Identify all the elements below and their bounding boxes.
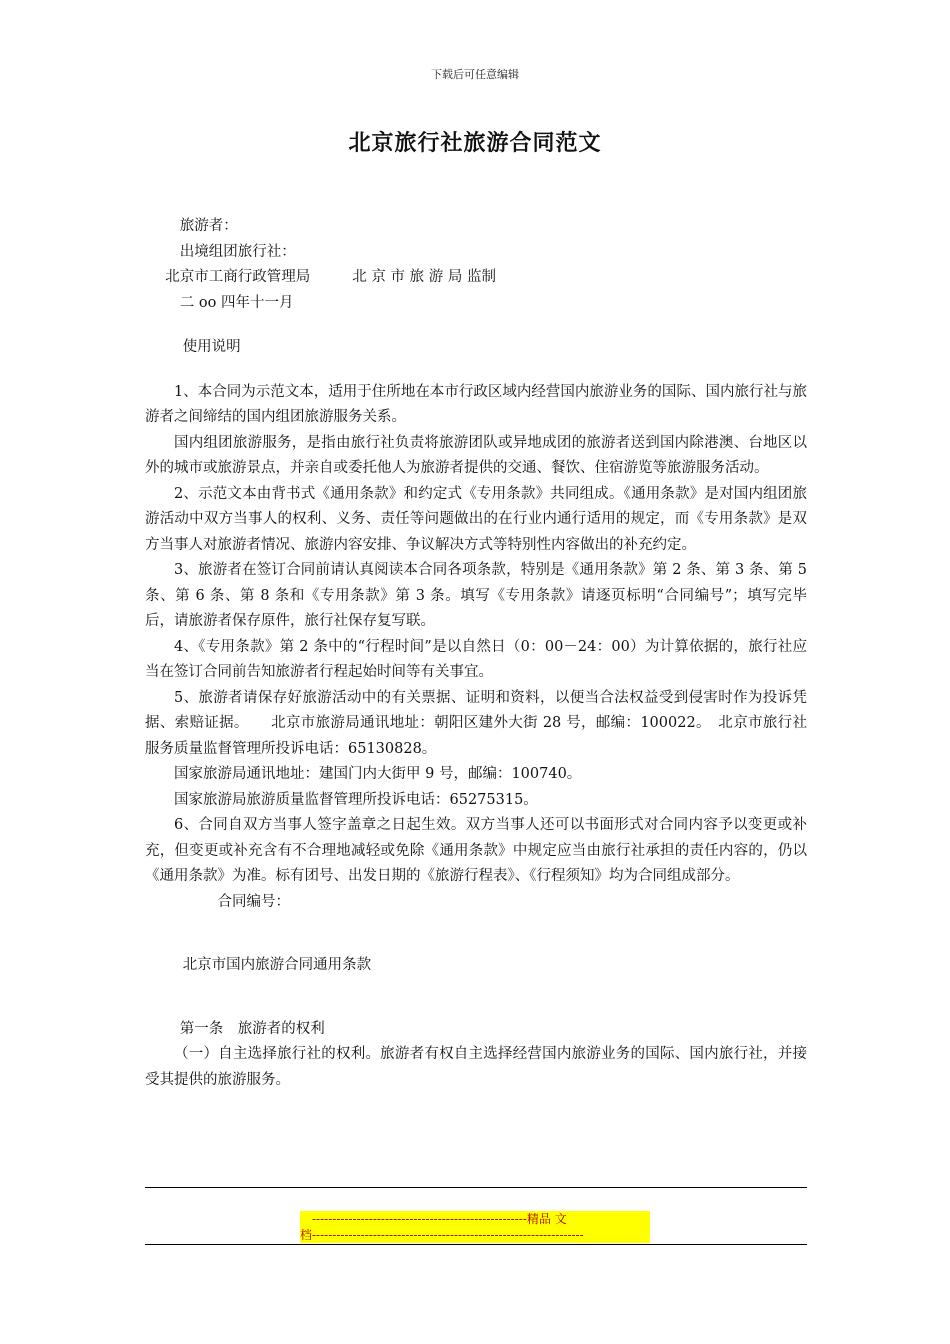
cover-authorities <box>145 265 807 291</box>
cover-date: 二 oo 四年十一月 <box>179 294 294 311</box>
footer-rule-bottom <box>145 1244 807 1245</box>
paragraph-6: 5、旅游者请保存好旅游活动中的有关票据、证明和资料，以便当合法权益受到侵害时作为投诉凭据、索赔证据。 北京市旅游局通讯地址：朝阳区建外大街 28 号，邮编：100022。 北京市旅行社服务质量监督管理所投诉电话：65130828。 <box>145 689 807 757</box>
footer-watermark <box>300 1211 650 1243</box>
paragraph-9: 6、合同自双方当事人签字盖章之日起生效。双方当事人还可以书面形式对合同内容予以变更或补充，但变更或补充含有不合理地减轻或免除《通用条款》中规定应当由旅行社承担的责任内容的，仍以《通用条款》为准。标有团号、出发日期的《旅游行程表》、《行程须知》均为合同组成部分。 <box>145 817 807 884</box>
document-body <box>145 214 807 1093</box>
article-1-heading: 第一条 旅游者的权利 <box>179 1020 325 1037</box>
cover-agency: 出境组团旅行社： <box>179 243 296 260</box>
contract-number-label: 合同编号： <box>217 893 290 910</box>
cover-authority-aic: 北京市工商行政管理局 <box>165 269 311 285</box>
document-title: 北京旅行社旅游合同范文 <box>348 131 602 156</box>
footer-line-1: -----------------------------------------------------精品 文 <box>312 1212 567 1226</box>
general-terms-heading: 北京市国内旅游合同通用条款 <box>182 957 372 973</box>
footer-rule-top <box>145 1187 807 1188</box>
instructions-heading: 使用说明 <box>182 339 241 355</box>
paragraph-8: 国家旅游局旅游质量监督管理所投诉电话：65275315。 <box>174 791 538 808</box>
paragraph-4: 3、旅游者在签订合同前请认真阅读本合同各项条款，特别是《通用条款》第 2 条、第 3 条、第 5 条、第 6 条、第 8 条和《专用条款》第 3 条。填写《专用条款》请逐页标明“合同编号”；填写完毕后，请旅游者保存原件，旅行社保存复写联。 <box>145 562 807 629</box>
header-note: 下载后可任意编辑 <box>431 68 519 81</box>
paragraph-2: 国内组团旅游服务，是指由旅行社负责将旅游团队或异地成团的旅游者送到国内除港澳、台地区以外的城市或旅游景点，并亲自或委托他人为旅游者提供的交通、餐饮、住宿游览等旅游服务活动。 <box>145 434 807 476</box>
paragraph-3: 2、示范文本由背书式《通用条款》和约定式《专用条款》共同组成。《通用条款》是对国内组团旅游活动中双方当事人的权利、义务、责任等问题做出的在行业内通行适用的规定，而《专用条款》是双方当事人对旅游者情况、旅游内容安排、争议解决方式等特别性内容做出的补充约定。 <box>145 485 807 553</box>
paragraph-1: 1、本合同为示范文本，适用于住所地在本市行政区域内经营国内旅游业务的国际、国内旅行社与旅游者之间缔结的国内组团旅游服务关系。 <box>145 383 807 425</box>
cover-authority-tourism: 北 京 市 旅 游 局 监制 <box>352 269 496 285</box>
footer-line-2: 档------------------------------------------------------------------- <box>300 1228 584 1242</box>
paragraph-7: 国家旅游局通讯地址：建国门内大街甲 9 号，邮编：100740。 <box>174 766 582 782</box>
article-1-paragraph: （一）自主选择旅行社的权利。旅游者有权自主选择经营国内旅游业务的国际、国内旅行社，并接受其提供的旅游服务。 <box>145 1046 807 1088</box>
cover-traveler: 旅游者： <box>179 218 238 234</box>
paragraph-5: 4、《专用条款》第 2 条中的“行程时间”是以自然日（0：00－24：00）为计算依据的，旅行社应当在签订合同前告知旅游者行程起始时间等有关事宜。 <box>145 638 807 680</box>
